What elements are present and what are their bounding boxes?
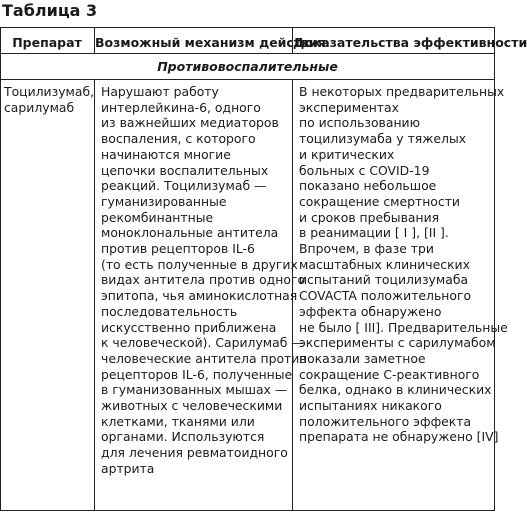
- cell-line: В некоторых предварительных: [299, 84, 505, 99]
- section-divider: [0, 79, 495, 80]
- cell-line: сокращение смертности: [299, 193, 460, 209]
- cell-line: моноклональные антитела: [101, 225, 279, 241]
- cell-evidence: [299, 84, 508, 445]
- cell-line: экспериментах: [299, 99, 399, 115]
- cell-line: против рецепторов IL-6: [101, 241, 255, 257]
- cell-line: испытаний тоцилизумаба: [299, 272, 469, 288]
- cell-line: реакций. Тоцилизумаб —: [101, 178, 267, 194]
- cell-line: сарилумаб: [4, 99, 75, 115]
- cell-line: масштабных клинических: [299, 256, 470, 272]
- cell-line: человеческие антитела против: [101, 350, 307, 366]
- cell-line: начинаются многие: [101, 146, 231, 162]
- cell-line: животных с человеческими: [101, 398, 283, 414]
- cell-line: и критических: [299, 146, 395, 162]
- cell-line: в гуманизованных мышах —: [101, 382, 288, 398]
- cell-line: для лечения ревматоидного: [101, 445, 288, 461]
- cell-line: эпитопа, чья аминокислотная: [101, 288, 298, 304]
- cell-line: к человеческой). Сарилумаб —: [101, 335, 304, 351]
- table-border-bottom: [0, 510, 495, 511]
- cell-line: тоцилизумаба у тяжелых: [299, 131, 467, 147]
- cell-line: из важнейших медиаторов: [101, 115, 279, 131]
- cell-drug: [4, 84, 95, 115]
- cell-line: белка, однако в клинических: [299, 382, 492, 398]
- header-drug: Препарат: [12, 35, 82, 50]
- cell-line: цепочки воспалительных: [101, 162, 269, 178]
- cell-line: больных с COVID-19: [299, 162, 430, 178]
- table-border-left: [0, 27, 1, 511]
- cell-line: последовательность: [101, 303, 238, 319]
- section-anti-inflammatory: Противовоспалительные: [157, 59, 338, 74]
- cell-line: сокращение С-реактивного: [299, 366, 480, 382]
- cell-line: показали заметное: [299, 350, 426, 366]
- cell-line: показано небольшое: [299, 178, 437, 194]
- cell-line: артрита: [101, 460, 155, 476]
- cell-line: Тоцилизумаб,: [4, 84, 95, 99]
- cell-line: COVACTA положительного: [299, 288, 472, 304]
- table-title: Таблица 3: [2, 1, 98, 20]
- cell-line: препарата не обнаружено [IV]: [299, 429, 499, 445]
- cell-line: гуманизированные: [101, 193, 227, 209]
- cell-line: органами. Используются: [101, 429, 265, 445]
- cell-line: воспаления, с которого: [101, 131, 256, 147]
- cell-mechanism: [101, 84, 307, 477]
- cell-line: интерлейкина-6, одного: [101, 99, 261, 115]
- cell-line: (то есть полученные в других: [101, 256, 298, 272]
- cell-line: и сроков пребывания: [299, 209, 440, 225]
- cell-line: искусственно приближена: [101, 319, 277, 335]
- column-divider-1-body: [94, 79, 95, 511]
- cell-line: рецепторов IL-6, полученные: [101, 366, 293, 382]
- header-evidence: Доказательства эффективности: [293, 35, 527, 50]
- cell-line: Впрочем, в фазе три: [299, 241, 434, 257]
- data-table: [0, 27, 527, 511]
- cell-line: не было [ III]. Предварительные: [299, 319, 508, 335]
- cell-line: в реанимации [ I ], [II ].: [299, 225, 449, 241]
- cell-line: клетками, тканями или: [101, 413, 255, 429]
- table-border-top: [0, 27, 495, 28]
- cell-line: Нарушают работу: [101, 84, 219, 99]
- header-divider: [0, 53, 495, 54]
- cell-line: эксперименты с сарилумабом: [299, 335, 496, 351]
- cell-line: испытаниях никакого: [299, 398, 442, 414]
- header-mechanism: Возможный механизм действия: [95, 35, 326, 50]
- cell-line: рекомбинантные: [101, 209, 214, 225]
- cell-line: видах антитела против одного: [101, 272, 306, 288]
- cell-line: эффекта обнаружено: [299, 303, 442, 319]
- cell-line: по использованию: [299, 115, 421, 131]
- cell-line: положительного эффекта: [299, 413, 472, 429]
